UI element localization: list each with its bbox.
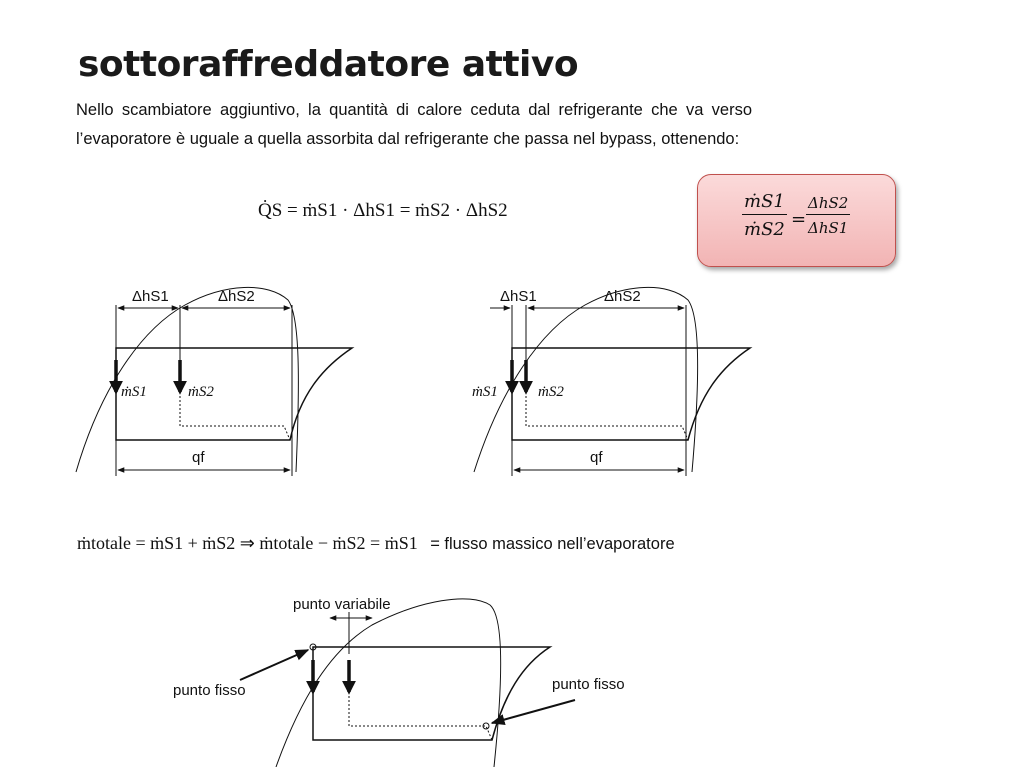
fixed-point-right-label: punto fisso bbox=[552, 676, 625, 693]
diagram-left bbox=[76, 287, 352, 476]
right-ms1-label: ṁS1 bbox=[472, 384, 498, 400]
saturation-dome-left bbox=[76, 287, 298, 472]
intro-paragraph: Nello scambiatore aggiuntivo, la quantità di calore ceduta dal refrigerante che va verso l’evaporatore è uguale a quella assorbita dal refrigerante che passa nel bypass, ottenendo: bbox=[76, 101, 752, 148]
left-dh-s1-label: ΔhS1 bbox=[132, 288, 169, 305]
right-dh-s2-label: ΔhS2 bbox=[604, 288, 641, 305]
left-qf-label: qf bbox=[192, 449, 205, 466]
ratio-denominator-left: ṁS2 bbox=[744, 219, 785, 240]
right-ms2-label: ṁS2 bbox=[538, 384, 564, 400]
ratio-denominator-right: ΔhS1 bbox=[808, 219, 849, 237]
ratio-numerator-left: ṁS1 bbox=[742, 191, 787, 215]
ratio-equals: = bbox=[791, 209, 807, 230]
left-dh-s2-label: ΔhS2 bbox=[218, 288, 255, 305]
right-qf-label: qf bbox=[590, 449, 603, 466]
variable-point-label: punto variabile bbox=[293, 596, 391, 613]
saturation-dome-right bbox=[474, 287, 698, 472]
total-flow-math: ṁtotale = ṁS1 + ṁS2 ⇒ ṁtotale − ṁS2 = ṁS1 bbox=[77, 533, 418, 553]
fixed-point-left-label: punto fisso bbox=[173, 682, 246, 699]
saturation-dome-bottom bbox=[276, 599, 501, 767]
left-ms2-label: ṁS2 bbox=[188, 384, 214, 400]
left-ms1-label: ṁS1 bbox=[121, 384, 147, 400]
right-dh-s1-label: ΔhS1 bbox=[500, 288, 537, 305]
slide-title: sottoraffreddatore attivo bbox=[78, 44, 579, 85]
ratio-numerator-right: ΔhS2 bbox=[806, 194, 850, 215]
diagram-bottom bbox=[240, 599, 575, 767]
diagram-right bbox=[474, 287, 750, 476]
heat-balance-text: Q̇S = ṁS1 · ΔhS1 = ṁS2 · ΔhS2 bbox=[258, 200, 508, 221]
total-flow-description: = flusso massico nell’evaporatore bbox=[430, 535, 675, 553]
